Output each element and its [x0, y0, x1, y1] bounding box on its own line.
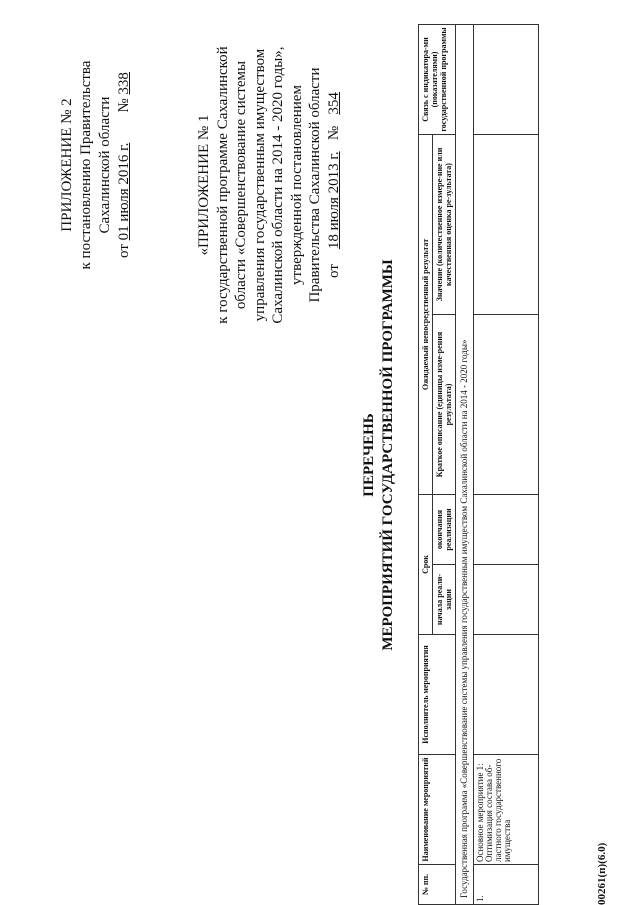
table-header-row-1: [419, 25, 433, 905]
appendix-1-line: области «Совершенствование системы: [233, 60, 249, 310]
row-start: [474, 565, 539, 635]
appendix-1-block: [195, 25, 343, 345]
row-value: [474, 135, 539, 315]
footer-document-code: 00261(п)(6.0): [596, 842, 608, 905]
program-date: 18 июля 2013 г.: [325, 151, 342, 250]
decree-number: 338: [116, 72, 132, 95]
from-prefix: от: [116, 244, 132, 258]
header-brief: Краткое описание (единицы изме-рения результата): [433, 315, 456, 495]
number-sign: №: [116, 98, 132, 113]
program-number: 354: [325, 92, 342, 115]
row-link: [474, 25, 539, 135]
appendix-1-title: «ПРИЛОЖЕНИЕ № 1: [196, 114, 212, 256]
appendix-2-line-1: к постановлению Правительства: [78, 60, 94, 270]
appendix-1-line: Сахалинской области на 2014 - 2020 годы»,: [270, 46, 286, 324]
header-no: № пп.: [419, 865, 456, 905]
appendix-1-line: управления государственным имуществом: [251, 48, 268, 322]
number-sign: №: [325, 125, 342, 141]
appendix-2-date-line: [115, 15, 134, 315]
row-number: 1.: [474, 865, 539, 905]
title-line-2: МЕРОПРИЯТИЙ ГОСУДАРСТВЕННОЙ ПРОГРАММЫ: [380, 259, 396, 651]
appendix-2-line-2: Сахалинской области: [97, 96, 113, 234]
header-start: начала реали-зации: [433, 565, 456, 635]
header-name: Наименование мероприятий: [419, 755, 456, 865]
header-end: окончания реализации: [433, 495, 456, 565]
decree-date: 01 июля 2016 г.: [116, 142, 132, 241]
row-brief: [474, 315, 539, 495]
appendix-1-date-line: [325, 25, 344, 345]
header-indicator-link: Связь с индикатора-ми (показателями) государственной программы: [419, 25, 456, 135]
appendix-1-line: к государственной программе Сахалинской: [214, 46, 231, 324]
from-prefix: от: [325, 264, 342, 278]
header-value: Значение (количественное измере-ние или качественная оценка ре-зультата): [433, 135, 456, 315]
appendix-2-title: ПРИЛОЖЕНИЕ № 2: [59, 98, 75, 232]
row-executor: [474, 635, 539, 755]
measures-table: [418, 24, 539, 905]
header-executor: Исполнитель мероприятия: [419, 635, 456, 755]
appendix-2-block: [58, 15, 134, 315]
appendix-1-line: утвержденной постановлением: [288, 85, 305, 285]
program-row: [456, 25, 474, 905]
row-measure-name: Основное мероприятие 1: Оптимизация состава об-ластного государственного имущества: [474, 755, 539, 865]
title-line-1: ПЕРЕЧЕНЬ: [361, 413, 377, 497]
header-term: Срок: [419, 495, 433, 635]
row-end: [474, 495, 539, 565]
document-title: [360, 245, 398, 665]
table-row: [474, 25, 539, 905]
program-name-cell: Государственная программа «Совершенствование системы управления государственным имуществом Сахалинской области на 2014 - 2020 годы»: [456, 25, 474, 905]
header-expected-result: Ожидаемый непосредственный результат: [419, 135, 433, 495]
appendix-1-line: Правительства Сахалинской области: [307, 67, 323, 303]
